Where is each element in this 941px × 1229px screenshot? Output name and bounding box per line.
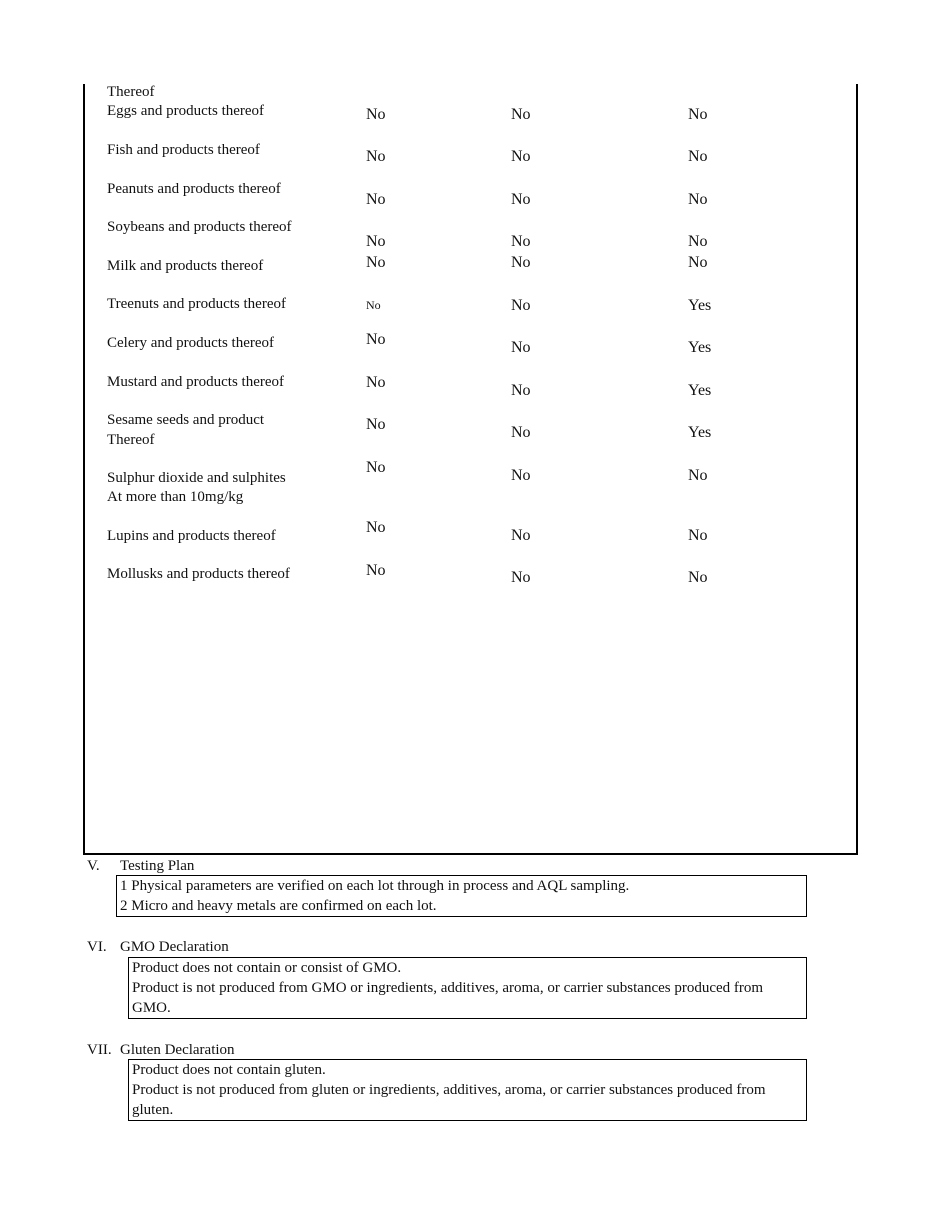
- row-sulphites-col2: No: [511, 467, 531, 484]
- gmo-box: [128, 957, 807, 1019]
- row-label-peanuts: Peanuts and products thereof: [107, 181, 281, 197]
- gluten-box: [128, 1059, 807, 1121]
- row-label-celery: Celery and products thereof: [107, 335, 275, 351]
- row-sesame-col3: Yes: [688, 424, 712, 441]
- row-mustard-col3: Yes: [688, 382, 712, 399]
- row-treenuts-col2: No: [511, 297, 531, 314]
- row-mustard-col2: No: [511, 382, 531, 399]
- row-label-treenuts: Treenuts and products thereof: [107, 296, 286, 312]
- row-label-eggs: Eggs and products thereof: [107, 103, 265, 119]
- row-celery-col2: No: [511, 339, 531, 356]
- row-sulphites-col3: No: [688, 467, 708, 484]
- gmo-line: Product is not produced from GMO or ingredients, additives, aroma, or carrier substances produced from GMO.: [132, 980, 764, 1016]
- row-lupins-col3: No: [688, 527, 708, 544]
- row-label-sulphites-line2: At more than 10mg/kg: [107, 489, 244, 505]
- testing-plan-line: 2 Micro and heavy metals are confirmed on each lot.: [120, 898, 437, 914]
- row-label-fish: Fish and products thereof: [107, 142, 260, 158]
- row-soybeans-col1: No: [366, 233, 386, 250]
- row-fish-col1: No: [366, 148, 386, 165]
- section-title: Testing Plan: [120, 858, 195, 874]
- row-lupins-col1: No: [366, 519, 386, 536]
- row-mollusks-col1: No: [366, 562, 386, 579]
- row-eggs-col1: No: [366, 106, 386, 123]
- row-mollusks-col2: No: [511, 569, 531, 586]
- continuation-text: Thereof: [107, 84, 155, 100]
- row-milk-col3: No: [688, 254, 708, 271]
- row-label-lupins: Lupins and products thereof: [107, 528, 276, 544]
- row-treenuts-col1: No: [366, 298, 381, 312]
- gluten-line: Product is not produced from gluten or ingredients, additives, aroma, or carrier substances produced from gluten.: [132, 1082, 766, 1118]
- row-eggs-col2: No: [511, 106, 531, 123]
- row-label-soybeans: Soybeans and products thereof: [107, 219, 292, 235]
- row-mollusks-col3: No: [688, 569, 708, 586]
- row-label-mustard: Mustard and products thereof: [107, 374, 285, 390]
- row-peanuts-col3: No: [688, 191, 708, 208]
- row-sesame-col1: No: [366, 416, 386, 433]
- row-label-milk: Milk and products thereof: [107, 258, 264, 274]
- row-peanuts-col1: No: [366, 191, 386, 208]
- testing-plan-box: [116, 875, 807, 917]
- section-number: VI.: [87, 939, 107, 955]
- row-sesame-col2: No: [511, 424, 531, 441]
- section-number: V.: [87, 858, 100, 874]
- section-number: VII.: [87, 1042, 112, 1058]
- row-soybeans-col2: No: [511, 233, 531, 250]
- row-lupins-col2: No: [511, 527, 531, 544]
- row-celery-col3: Yes: [688, 339, 712, 356]
- row-mustard-col1: No: [366, 374, 386, 391]
- row-label-sesame-line2: Thereof: [107, 432, 155, 448]
- testing-plan-line: 1 Physical parameters are verified on each lot through in process and AQL sampling.: [120, 878, 630, 894]
- row-label-sulphites: Sulphur dioxide and sulphites: [107, 470, 286, 486]
- section-title: GMO Declaration: [120, 939, 229, 955]
- row-label-sesame: Sesame seeds and product: [107, 412, 265, 428]
- row-peanuts-col2: No: [511, 191, 531, 208]
- row-fish-col3: No: [688, 148, 708, 165]
- row-treenuts-col3: Yes: [688, 297, 712, 314]
- row-milk-col1: No: [366, 254, 386, 271]
- row-eggs-col3: No: [688, 106, 708, 123]
- row-label-mollusks: Mollusks and products thereof: [107, 566, 290, 582]
- row-milk-col2: No: [511, 254, 531, 271]
- row-soybeans-col3: No: [688, 233, 708, 250]
- row-fish-col2: No: [511, 148, 531, 165]
- row-sulphites-col1: No: [366, 459, 386, 476]
- section-title: Gluten Declaration: [120, 1042, 235, 1058]
- row-celery-col1: No: [366, 331, 386, 348]
- gluten-line: Product does not contain gluten.: [132, 1062, 326, 1078]
- gmo-line: Product does not contain or consist of GMO.: [132, 960, 402, 976]
